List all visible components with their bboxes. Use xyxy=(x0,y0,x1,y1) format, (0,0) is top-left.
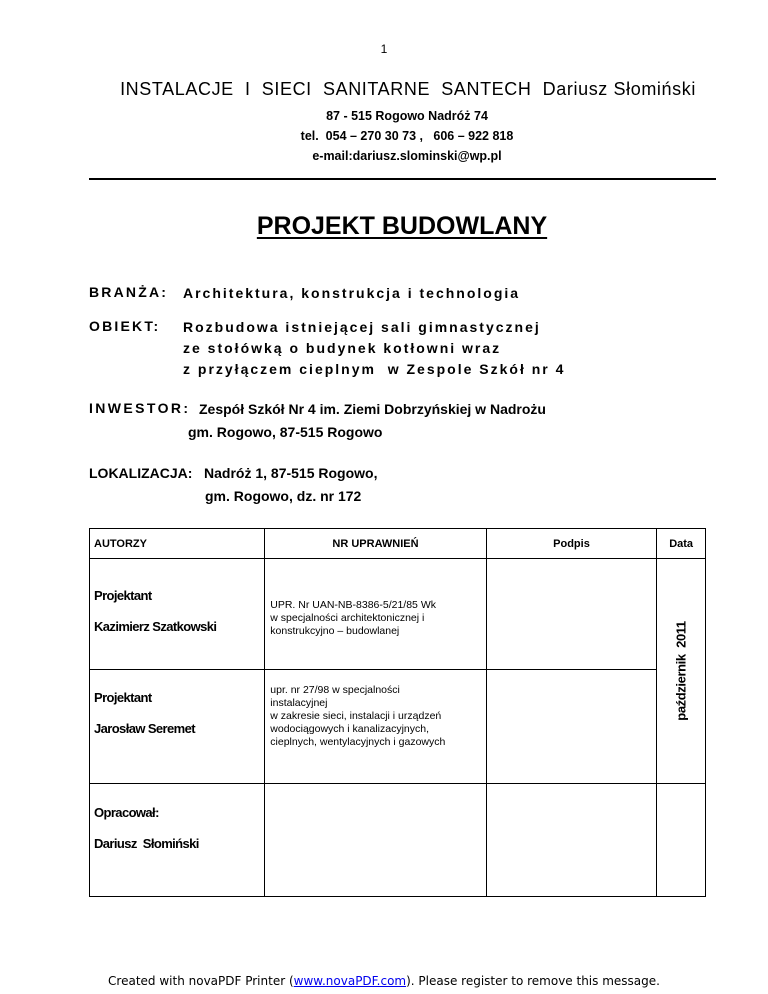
obiekt-line-3: z przyłączem cieplnym w Zespole Szkół nr 4 xyxy=(183,361,566,377)
permit-line: wodociągowych i kanalizacyjnych, xyxy=(270,723,430,735)
lokalizacja-line-2: gm. Rogowo, dz. nr 172 xyxy=(205,488,362,504)
permit-line: upr. nr 27/98 w specjalności xyxy=(270,684,400,696)
document-title: PROJEKT BUDOWLANY xyxy=(256,212,548,240)
header-signature: Podpis xyxy=(486,529,657,559)
permit-line: konstrukcyjno – budowlanej xyxy=(270,625,400,637)
company-email: e-mail:dariusz.slominski@wp.pl xyxy=(312,149,502,163)
table-row xyxy=(90,784,706,897)
footer-link[interactable]: www.novaPDF.com xyxy=(293,974,407,988)
author-name: Dariusz Słomiński xyxy=(94,836,199,851)
obiekt-line-1: Rozbudowa istniejącej sali gimnastycznej xyxy=(183,319,541,335)
author-cell xyxy=(90,559,265,670)
author-name: Kazimierz Szatkowski xyxy=(94,619,217,634)
date-value: październik 2011 xyxy=(673,621,689,721)
table-header-row xyxy=(90,529,706,559)
author-cell xyxy=(90,670,265,784)
obiekt-line-2: ze stołówką o budynek kotłowni wraz xyxy=(183,340,502,356)
permit-line: instalacyjnej xyxy=(270,697,328,709)
author-name: Jarosław Seremet xyxy=(94,721,195,736)
header-permit: NR UPRAWNIEŃ xyxy=(265,529,486,559)
date-cell xyxy=(657,559,706,784)
company-name: INSTALACJE I SIECI SANITARNE SANTECH Dariusz Słomiński xyxy=(120,79,696,99)
signature-cell xyxy=(486,559,657,670)
inwestor-line-2: gm. Rogowo, 87-515 Rogowo xyxy=(188,424,383,440)
permit-line: cieplnych, wentylacyjnych i gazowych xyxy=(270,736,446,748)
signature-cell xyxy=(486,670,657,784)
obiekt-label: OBIEKT: xyxy=(89,318,161,334)
inwestor-line-1: Zespół Szkół Nr 4 im. Ziemi Dobrzyńskiej w Nadrożu xyxy=(199,401,546,417)
authors-table xyxy=(89,528,706,897)
company-phone: tel. 054 – 270 30 73 , 606 – 922 818 xyxy=(300,129,514,143)
author-cell xyxy=(90,784,265,897)
header-divider xyxy=(89,178,716,180)
permit-line: w specjalności architektonicznej i xyxy=(270,612,425,624)
permit-line: UPR. Nr UAN-NB-8386-5/21/85 Wk xyxy=(270,599,436,611)
permit-cell xyxy=(265,784,486,897)
author-role: Opracował: xyxy=(94,805,159,820)
permit-line: w zakresie sieci, instalacji i urządzeń xyxy=(270,710,442,722)
footer-suffix: ). Please register to remove this message. xyxy=(406,974,660,988)
header-authors: AUTORZY xyxy=(90,529,265,559)
company-address: 87 - 515 Rogowo Nadróż 74 xyxy=(326,109,488,123)
footer-prefix: Created with novaPDF Printer ( xyxy=(108,974,294,988)
print-footer xyxy=(0,974,768,988)
branza-label: BRANŻA: xyxy=(89,284,169,300)
header-date: Data xyxy=(657,529,706,559)
lokalizacja-label: LOKALIZACJA: xyxy=(89,465,193,481)
signature-cell xyxy=(486,784,657,897)
author-role: Projektant xyxy=(94,690,152,705)
author-role: Projektant xyxy=(94,588,152,603)
lokalizacja-line-1: Nadróż 1, 87-515 Rogowo, xyxy=(204,465,378,481)
table-row xyxy=(90,559,706,670)
page-number: 1 xyxy=(380,42,388,56)
table-row xyxy=(90,670,706,784)
permit-cell xyxy=(265,670,486,784)
branza-value: Architektura, konstrukcja i technologia xyxy=(183,285,521,301)
date-cell-empty xyxy=(657,784,706,897)
permit-cell xyxy=(265,559,486,670)
inwestor-label: INWESTOR: xyxy=(89,400,191,416)
